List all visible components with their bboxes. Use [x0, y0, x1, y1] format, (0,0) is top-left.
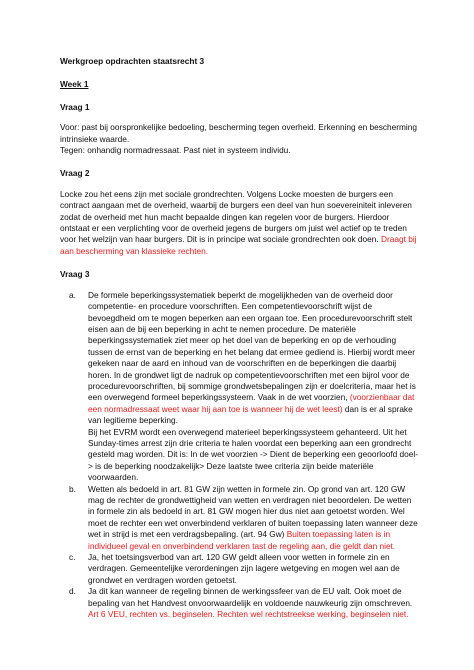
answer-a-text-1: De formele beperkingssystematiek beperkt de mogelijkheden van de overheid door competentie- en procedure voorschriften. Een competentievoorschrift wijst de bevoegdheid om te mogen beperken aan een orgaan toe. Een procedurevoorschrift stelt eisen aan de bij een beperking in acht te nemen procedure. De materiële beperkingssystematiek ziet meer op het doel van de beperking en op de verhouding tussen de ernst van de beperking en het belang dat ermee gediend is. Hierbij wordt meer gekeken naar de aard en inhoud van de voorschriften en de beperkingen die daarbij horen. In de grondwet ligt de nadruk op competentievoorschriften met een bijrol voor de procedurevoorschriften, bij sommige grondwetsbepalingen zijn er doelcriteria, maar het is een overwegend formeel beperkingssysteem. Vaak in de wet voorzien, [88, 289, 416, 403]
answer-a-marker: a. [69, 289, 76, 300]
document-title: Werkgroep opdrachten staatsrecht 3 [60, 56, 205, 66]
vraag-2-annotation: Draagt bij aan bescherming van klassieke rechten. [60, 234, 417, 256]
vraag-1-heading: Vraag 1 [60, 101, 90, 112]
week-heading: Week 1 [60, 79, 89, 90]
vraag-3-heading: Vraag 3 [60, 269, 90, 280]
vraag-3-answers [60, 290, 420, 621]
vraag-1-line-1: Voor: past bij oorspronkelijke bedoeling, bescherming tegen overheid. Erkenning en bescherming intrinsieke waarde. [60, 122, 417, 144]
answer-b-annotation: Buiten toepassing laten is in individueel geval en onverbindend verklaren tast de regeling aan, die geldt dan niet. [88, 529, 396, 551]
answer-b-marker: b. [69, 483, 76, 494]
vraag-2-text: Locke zou het eens zijn met sociale grondrechten. Volgens Locke moesten de burgers een contract aangaan met de overheid, waarbij de burgers een deel van hun soevereiniteit inleveren zodat de overheid met hun macht bepaalde dingen kan regelen voor de burgers. Hierdoor ontstaat er een verplichting voor de overheid jegens de burgers om juist wel actief op te treden voor het welzijn van haar burgers. Dit is in principe wat sociale grondrechten ook doen. [60, 188, 412, 245]
answer-d-annotation: Art 6 VEU, rechten vs. beginselen. Rechten wel rechtstreekse werking, beginselen niet. [88, 609, 409, 620]
vraag-1-answer [60, 122, 420, 156]
answer-a-text-2: dan is er al sprake van legitieme beperking. [88, 403, 413, 426]
vraag-2-heading: Vraag 2 [60, 168, 90, 179]
answer-c [69, 552, 420, 586]
answer-c-marker: c. [69, 552, 76, 563]
answer-d [69, 586, 420, 620]
answer-a-text-3: Bij het EVRM wordt een overwegend materieel beperkingssysteem gehanteerd. Uit het Sunday-times arrest zijn drie criteria te halen voordat een beperking aan een grondrecht gesteld mag worden. Dit is: In de wet voorzien -> Dient de beperking een geoorloofd doel-> is de beperking noodzakelijk> Deze laatste twee criteria zijn beide materiële voorwaarden. [88, 426, 418, 483]
answer-b-text-1: Wetten als bedoeld in art. 81 GW zijn wetten in formele zin. Op grond van art. 120 GW mag de rechter de grondwettigheid van wetten en verdragen niet beoordelen. De wetten in formele zin als bedoeld in art. 81 GW mogen hier dus niet aan getoetst worden. Wel moet de rechter een wet onverbindend verklaren of buiten toepassing laten wanneer deze wet in strijd is met een verdragsbepaling. (art. 94 Gw) [88, 483, 418, 540]
answer-a-annotation: (voorzienbaar dat een normadressaat weet waar hij aan toe is wanneer hij de wet leest) [88, 392, 415, 414]
answer-b [69, 483, 420, 552]
answer-d-marker: d. [69, 586, 76, 597]
answer-d-text-1: Ja dit kan wanneer de regeling binnen de werkingssfeer van de EU valt. Ook moet de bepaling van het Handvest onvoorwaardelijk en voldoende nauwkeurig zijn omschreven. [88, 586, 413, 608]
answer-a [69, 289, 420, 484]
vraag-2-answer [60, 189, 420, 257]
answer-c-text-1: Ja, het toetsingsverbod van art. 120 GW geldt alleen voor wetten in formele zin en verdragen. Gemeentelijke verordeningen zijn lagere wetgeving en mogen wel aan de grondwet en verdragen worden getoetst. [88, 552, 400, 585]
vraag-1-line-2: Tegen: onhandig normadressaat. Past niet in systeem individu. [60, 145, 291, 156]
